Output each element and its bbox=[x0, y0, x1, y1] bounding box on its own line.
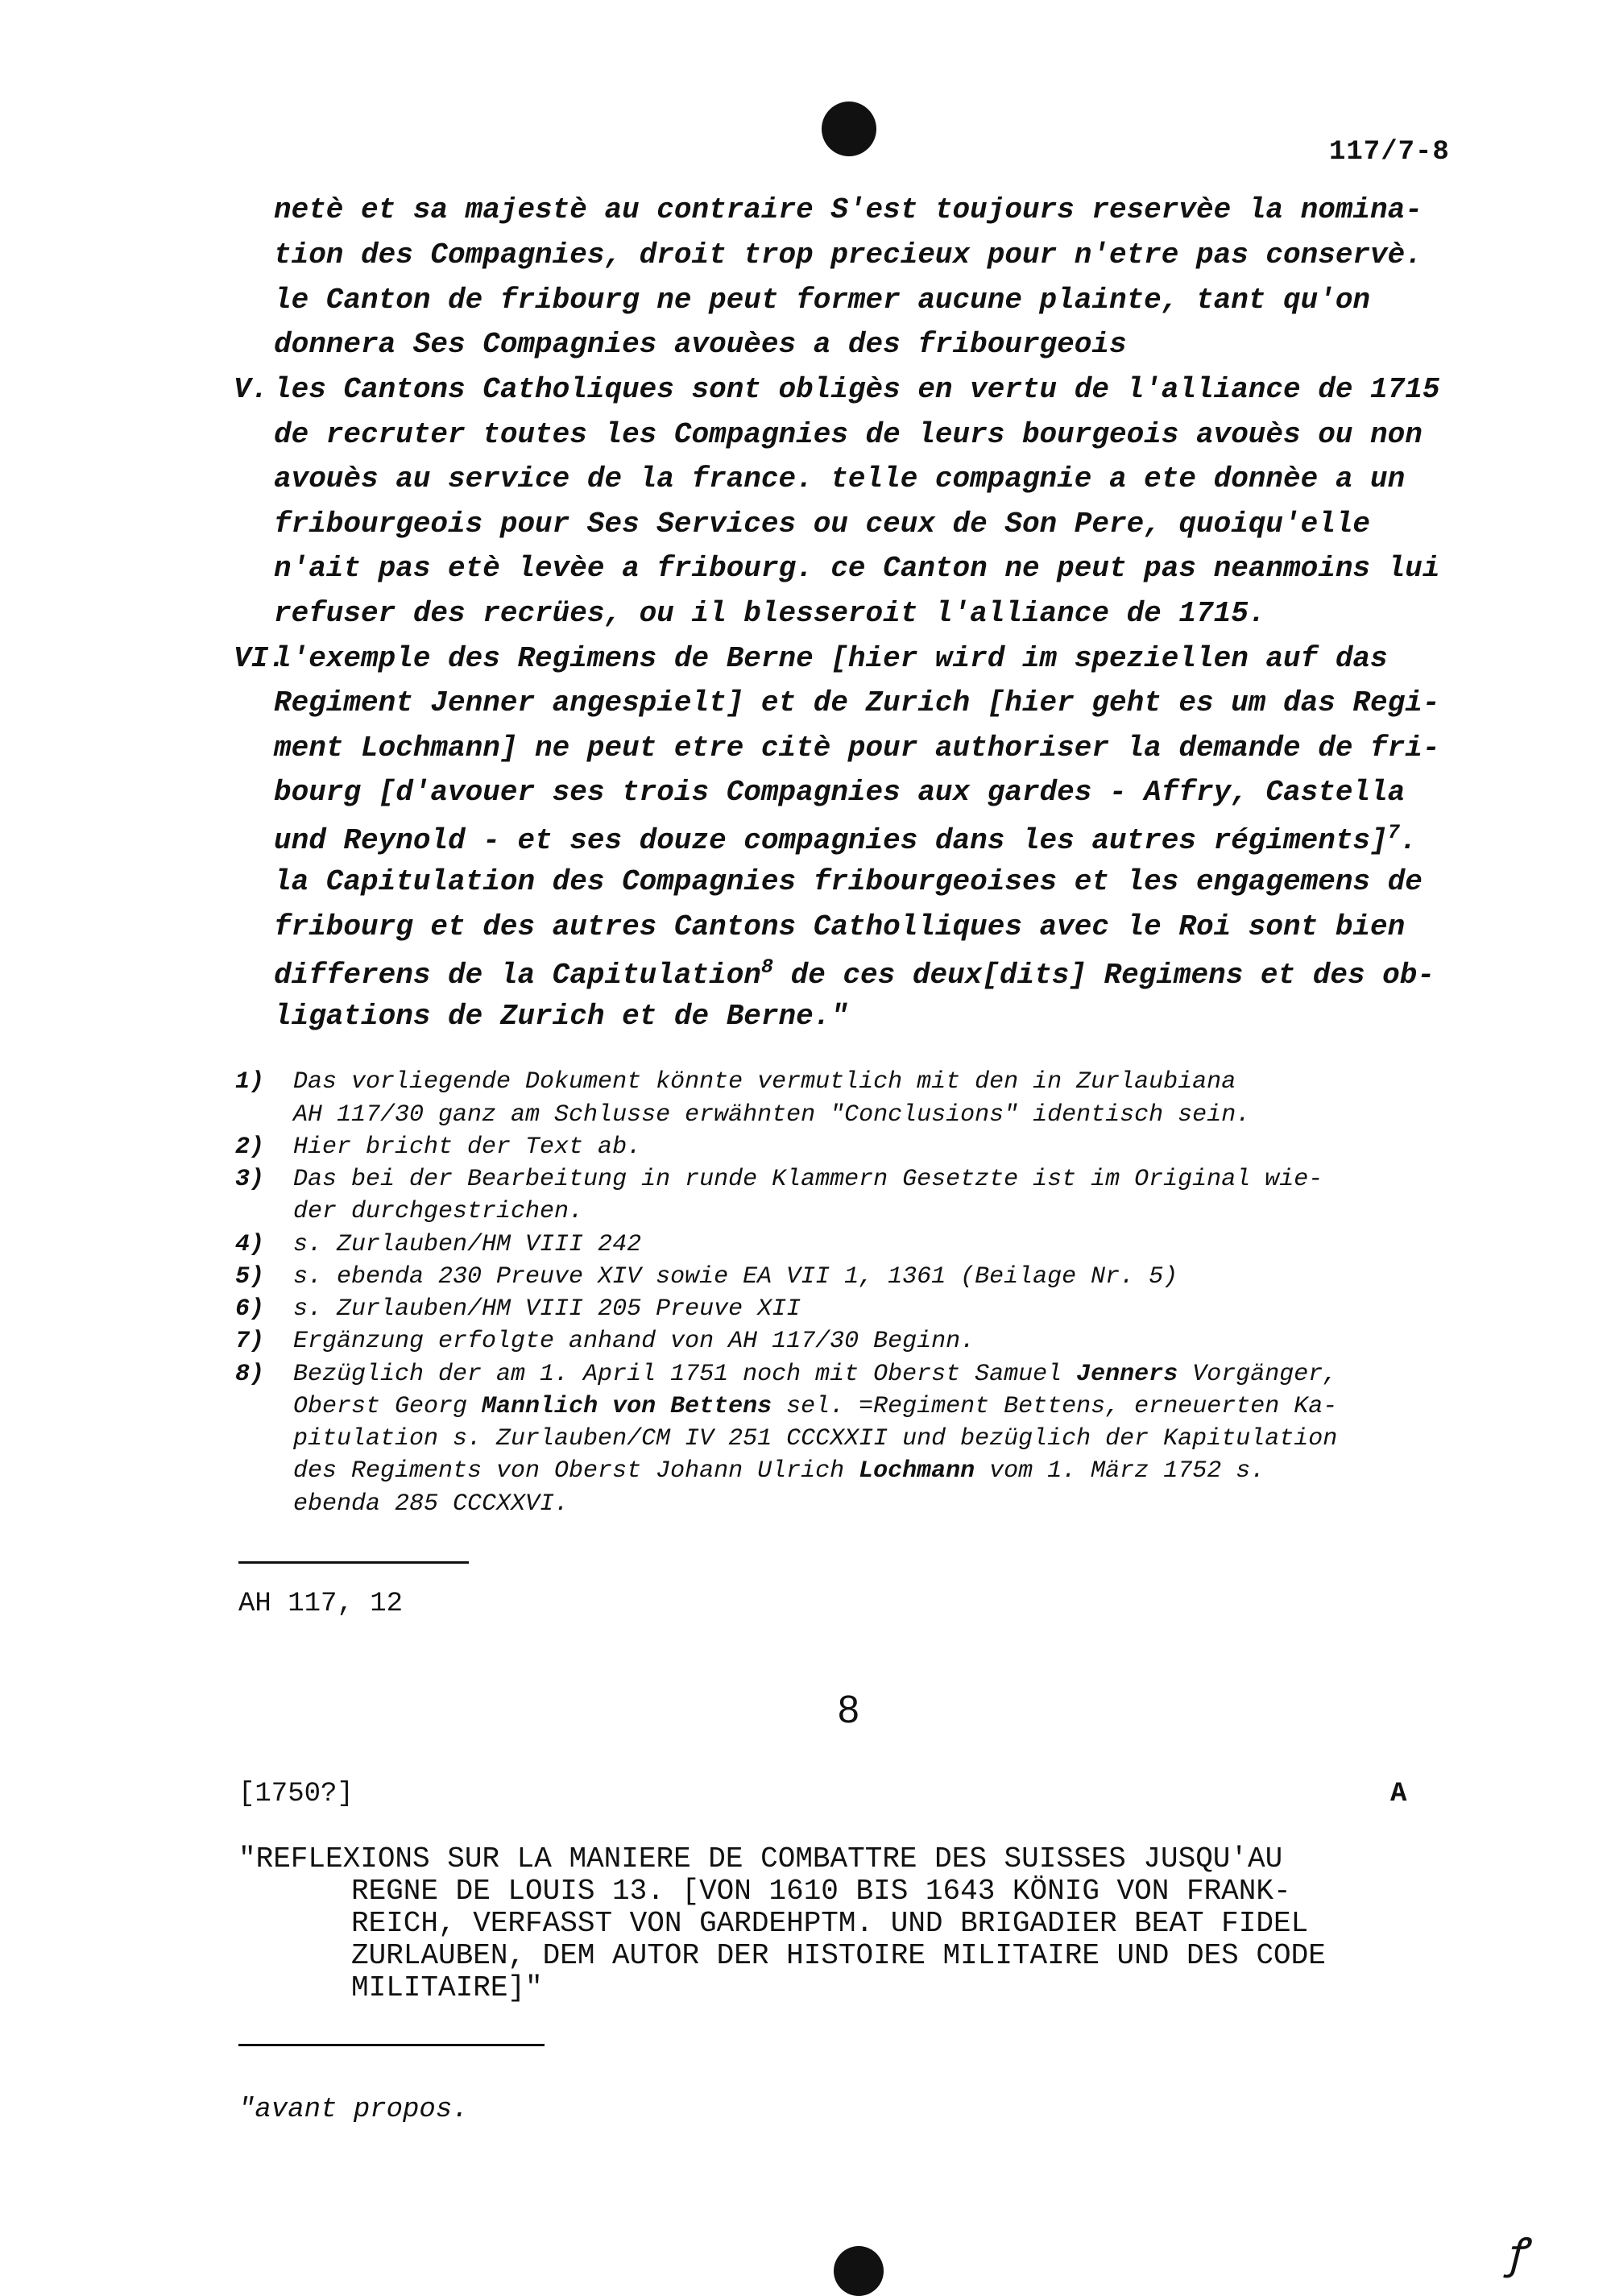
document-title-line: "REFLEXIONS SUR LA MANIERE DE COMBATTRE DES SUISSES JUSQU'AU bbox=[238, 1842, 1283, 1875]
document-number: 8 bbox=[838, 1689, 859, 1731]
footnote-line: s. ebenda 230 Preuve XIV sowie EA VII 1, 1361 (Beilage Nr. 5) bbox=[293, 1263, 1178, 1291]
footnote-ref-8: 8 bbox=[760, 955, 774, 979]
footnote-ref-7: 7 bbox=[1387, 821, 1400, 844]
document-date: [1750?] bbox=[238, 1779, 354, 1809]
footnote-line: Hier bricht der Text ab. bbox=[293, 1133, 642, 1161]
footnote-line: des Regiments von Oberst Johann Ulrich Lochmann vom 1. März 1752 s. bbox=[293, 1457, 1265, 1485]
footnote-line: der durchgestrichen. bbox=[293, 1198, 584, 1225]
body-line: la Capitulation des Compagnies fribourgeoises et les engagemens de bbox=[274, 865, 1423, 898]
footnote-line: Oberst Georg Mannlich von Bettens sel. =Regiment Bettens, erneuerten Ka- bbox=[293, 1393, 1338, 1420]
document-title-line: ZURLAUBEN, DEM AUTOR DER HISTOIRE MILITAIRE UND DES CODE bbox=[351, 1939, 1326, 1972]
section-marker-vi: VI. bbox=[234, 642, 286, 675]
footnote-line: Das vorliegende Dokument könnte vermutlich mit den in Zurlaubiana bbox=[293, 1068, 1236, 1096]
footnote-line: ebenda 285 CCCXXVI. bbox=[293, 1490, 569, 1518]
page-number: 117/7-8 bbox=[1329, 137, 1450, 168]
avant-propos: "avant propos. bbox=[238, 2095, 469, 2125]
body-line: fribourg et des autres Cantons Catholliques avec le Roi sont bien bbox=[274, 910, 1406, 943]
punch-hole-top bbox=[822, 102, 876, 156]
body-line: les Cantons Catholiques sont obligès en vertu de l'alliance de 1715 bbox=[274, 373, 1440, 406]
footnote-number: 2) bbox=[235, 1133, 265, 1161]
footnote-line: Ergänzung erfolgte anhand von AH 117/30 Beginn. bbox=[293, 1328, 975, 1355]
body-line: de recruter toutes les Compagnies de leurs bourgeois avouès ou non bbox=[274, 418, 1423, 451]
footnote-line: Das bei der Bearbeitung in runde Klammern Gesetzte ist im Original wie- bbox=[293, 1166, 1323, 1193]
footnote-number: 7) bbox=[235, 1328, 265, 1355]
archive-reference: AH 117, 12 bbox=[238, 1589, 404, 1619]
body-line: bourg [d'avouer ses trois Compagnies aux gardes - Affry, Castella bbox=[274, 776, 1406, 809]
punch-hole-bottom bbox=[834, 2246, 884, 2296]
body-line: refuser des recrües, ou il blesseroit l'alliance de 1715. bbox=[274, 597, 1266, 630]
footnote-number: 8) bbox=[235, 1361, 265, 1388]
body-line: le Canton de fribourg ne peut former aucune plainte, tant qu'on bbox=[274, 284, 1371, 317]
handwritten-initials: ꝭ bbox=[1506, 2230, 1526, 2278]
body-line: fribourgeois pour Ses Services ou ceux de Son Pere, quoiqu'elle bbox=[274, 508, 1371, 541]
body-line: netè et sa majestè au contraire S'est toujours reservèe la nomina- bbox=[274, 193, 1423, 226]
footnote-line: s. Zurlauben/HM VIII 242 bbox=[293, 1231, 642, 1258]
body-line: n'ait pas etè levèe a fribourg. ce Canton ne peut pas neanmoins lui bbox=[274, 552, 1440, 585]
body-line: ligations de Zurich et de Berne." bbox=[274, 1000, 848, 1033]
footnote-number: 1) bbox=[235, 1068, 265, 1096]
footnote-line: AH 117/30 ganz am Schlusse erwähnten "Conclusions" identisch sein. bbox=[293, 1101, 1251, 1129]
footnote-line: Bezüglich der am 1. April 1751 noch mit Oberst Samuel Jenners Vorgänger, bbox=[293, 1361, 1338, 1388]
footnote-number: 4) bbox=[235, 1231, 265, 1258]
body-line: differens de la Capitulation$^8$ de ces deux[dits] Regimens et des ob- bbox=[274, 955, 1435, 992]
footnote-line: pitulation s. Zurlauben/CM IV 251 CCCXXII und bezüglich der Kapitulation bbox=[293, 1425, 1338, 1453]
body-line: avouès au service de la france. telle compagnie a ete donnèe a un bbox=[274, 462, 1406, 495]
body-line: l'exemple des Regimens de Berne [hier wird im speziellen auf das bbox=[274, 642, 1388, 675]
body-line: ment Lochmann] ne peut etre citè pour authoriser la demande de fri- bbox=[274, 731, 1440, 765]
body-line: donnera Ses Compagnies avouèes a des fribourgeois bbox=[274, 328, 1127, 361]
body-line: und Reynold - et ses douze compagnies dans les autres régiments]$^7$. bbox=[274, 821, 1418, 857]
document-title-line: MILITAIRE]" bbox=[351, 1971, 543, 2004]
section-marker-v: V. bbox=[234, 373, 269, 406]
divider bbox=[238, 1561, 469, 1564]
footnote-number: 3) bbox=[235, 1166, 265, 1193]
document-title-line: REICH, VERFASST VON GARDEHPTM. UND BRIGADIER BEAT FIDEL bbox=[351, 1907, 1309, 1940]
footnote-line: s. Zurlauben/HM VIII 205 Preuve XII bbox=[293, 1295, 801, 1323]
document-mark: A bbox=[1390, 1779, 1407, 1809]
body-line: tion des Compagnies, droit trop precieux pour n'etre pas conservè. bbox=[274, 238, 1423, 271]
body-line: Regiment Jenner angespielt] et de Zurich [hier geht es um das Regi- bbox=[274, 686, 1440, 719]
document-title-line: REGNE DE LOUIS 13. [VON 1610 BIS 1643 KÖNIG VON FRANK- bbox=[351, 1875, 1291, 1908]
divider bbox=[238, 2044, 545, 2046]
footnote-number: 5) bbox=[235, 1263, 265, 1291]
footnote-number: 6) bbox=[235, 1295, 265, 1323]
